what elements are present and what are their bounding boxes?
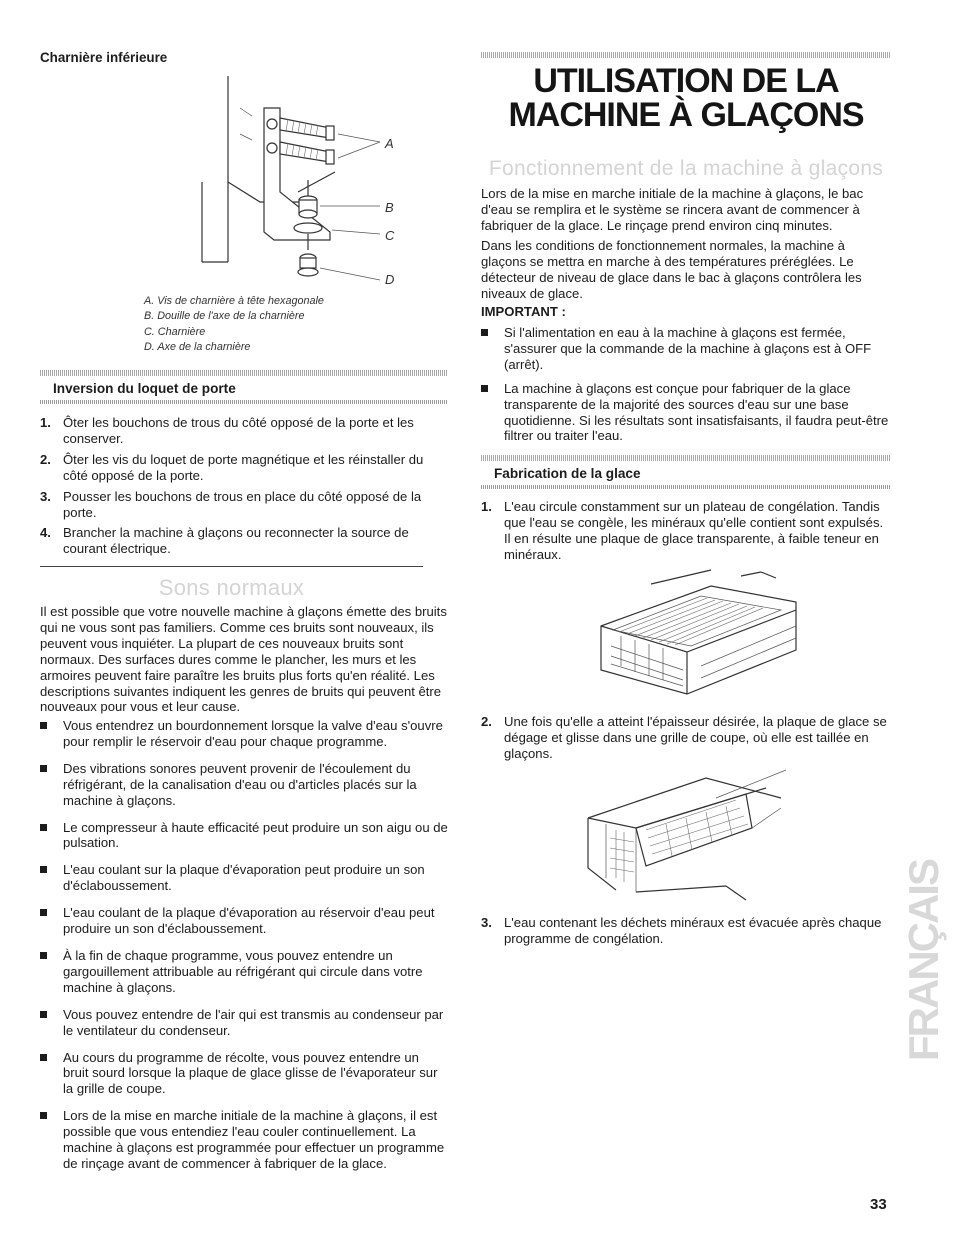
- caption-b: B. Douille de l'axe de la charnière: [144, 310, 305, 323]
- list-item: Des vibrations sonores peuvent provenir de l'écoulement du réfrigérant, de la canalisation d'eau ou d'articles placés sur la machine à glaçons.: [40, 761, 448, 809]
- list-item: Vous entendrez un bourdonnement lorsque la valve d'eau s'ouvre pour remplir le réservoir d'eau pour chaque programme.: [40, 718, 448, 750]
- hinge-diagram: [180, 72, 410, 292]
- list-item: 1. Ôter les bouchons de trous du côté opposé de la porte et les conserver.: [40, 415, 414, 446]
- caption-d: D. Axe de la charnière: [144, 340, 251, 353]
- title-rule: [481, 52, 891, 58]
- operation-paragraph-1: Lors de la mise en marche initiale de la machine à glaçons, le bac d'eau se remplira et le système se rincera avant de commencer à fabriquer de la glace. Le rinçage prend environ cinq minutes.: [481, 186, 864, 233]
- label-c: C: [385, 228, 395, 243]
- list-item: L'eau coulant de la plaque d'évaporation au réservoir d'eau peut produire un son d'éclaboussement.: [40, 905, 448, 937]
- section-rule: [40, 370, 448, 376]
- important-list: [481, 325, 891, 444]
- latch-heading: Inversion du loquet de porte: [53, 381, 236, 396]
- ice-step-2: [481, 714, 891, 762]
- label-b: B: [385, 200, 394, 215]
- section-rule: [481, 485, 891, 489]
- caption-c: C. Charnière: [144, 325, 206, 338]
- title-line-2: MACHINE À GLAÇONS: [508, 96, 864, 134]
- label-d: D: [385, 272, 395, 287]
- title-line-1: UTILISATION DE LA: [533, 62, 839, 100]
- list-item: Au cours du programme de récolte, vous pouvez entendre un bruit sourd lorsque la plaque de glace glisse de l'évaporateur sur la grille de coupe.: [40, 1050, 448, 1098]
- list-item: 4. Brancher la machine à glaçons ou reconnecter la source de courant électrique.: [40, 525, 409, 557]
- section-rule: [481, 455, 891, 461]
- language-tab-label: FRANÇAIS: [900, 859, 947, 1061]
- page-number: 33: [870, 1196, 887, 1213]
- operation-paragraph-2: Dans les conditions de fonctionnement normales, la machine à glaçons se mettra en marche à des températures préréglées. Le détecteur de niveau de glace dans le bac à glaçons contrôlera les niveaux de glace.: [481, 238, 862, 301]
- important-label: IMPORTANT :: [481, 304, 566, 319]
- ice-slab-illustration: [591, 566, 811, 706]
- list-item: 1. L'eau circule constamment sur un plateau de congélation. Tandis que l'eau se congèle, les minéraux qu'elle contient sont expulsés. Il en résulte une plaque de glace transparente, à faible teneur en minéraux.: [481, 499, 884, 562]
- latch-steps: [40, 415, 448, 557]
- list-item: 3. Pousser les bouchons de trous en place du côté opposé de la porte.: [40, 488, 422, 520]
- list-item: Lors de la mise en marche initiale de la machine à glaçons, il est possible que vous entendiez l'eau couler continuellement. La machine à glaçons est programmée pour effectuer un programme de rinçage avant de commencer à fabriquer de la glace.: [40, 1108, 448, 1172]
- list-item: Le compresseur à haute efficacité peut produire un son aigu ou de pulsation.: [40, 820, 448, 852]
- sounds-heading: Sons normaux: [158, 575, 305, 600]
- section-rule: [40, 566, 423, 567]
- cutter-grid-illustration: [576, 768, 796, 904]
- section-rule: [40, 400, 448, 404]
- sounds-list: [40, 718, 448, 1172]
- list-item: L'eau coulant sur la plaque d'évaporation peut produire un son d'éclaboussement.: [40, 862, 448, 894]
- list-item: 3. L'eau contenant les déchets minéraux est évacuée après chaque programme de congélation.: [481, 915, 882, 946]
- ice-heading: Fabrication de la glace: [494, 466, 641, 481]
- list-item: 2. Ôter les vis du loquet de porte magnétique et les réinstaller du côté opposé de la porte.: [40, 451, 424, 483]
- sounds-intro: Il est possible que votre nouvelle machine à glaçons émette des bruits qui ne vous sont pas familiers. Comme ces bruits sont nouveaux, ils peuvent vous inquiéter. La plupart de ces nouveaux bruits sont normaux. Des surfaces dures comme le plancher, les murs et les armoires peuvent faire paraître les bruits plus forts qu'en réalité. Les descriptions suivantes indiquent les genres de bruits qui peuvent être nouveaux pour vous et leur cause.: [40, 604, 447, 715]
- list-item: À la fin de chaque programme, vous pouvez entendre un gargouillement attribuable au réfrigérant qui circule dans votre machine à glaçons.: [40, 948, 448, 996]
- ice-step-1: [481, 499, 891, 563]
- operation-heading: Fonctionnement de la machine à glaçons: [488, 157, 884, 180]
- language-side-tab: [894, 855, 954, 1065]
- list-item: Si l'alimentation en eau à la machine à glaçons est fermée, s'assurer que la commande de la machine à glaçons est à OFF (arrêt).: [481, 325, 891, 373]
- hinge-heading: Charnière inférieure: [40, 50, 168, 65]
- hinge-captions: [144, 294, 444, 355]
- ice-step-3: [481, 915, 891, 947]
- list-item: Vous pouvez entendre de l'air qui est transmis au condenseur par le ventilateur du condenseur.: [40, 1007, 448, 1039]
- list-item: 2. Une fois qu'elle a atteint l'épaisseur désirée, la plaque de glace se dégage et glisse dans une grille de coupe, où elle est taillée en glaçons.: [481, 714, 887, 761]
- page-title: [481, 64, 891, 132]
- label-a: A: [385, 136, 394, 151]
- list-item: La machine à glaçons est conçue pour fabriquer de la glace transparente de la majorité des sources d'eau sur une base quotidienne. Si les résultats sont insatisfaisants, il faudra peut-être filtrer ou traiter l'eau.: [481, 381, 891, 445]
- caption-a: A. Vis de charnière à tête hexagonale: [144, 295, 324, 307]
